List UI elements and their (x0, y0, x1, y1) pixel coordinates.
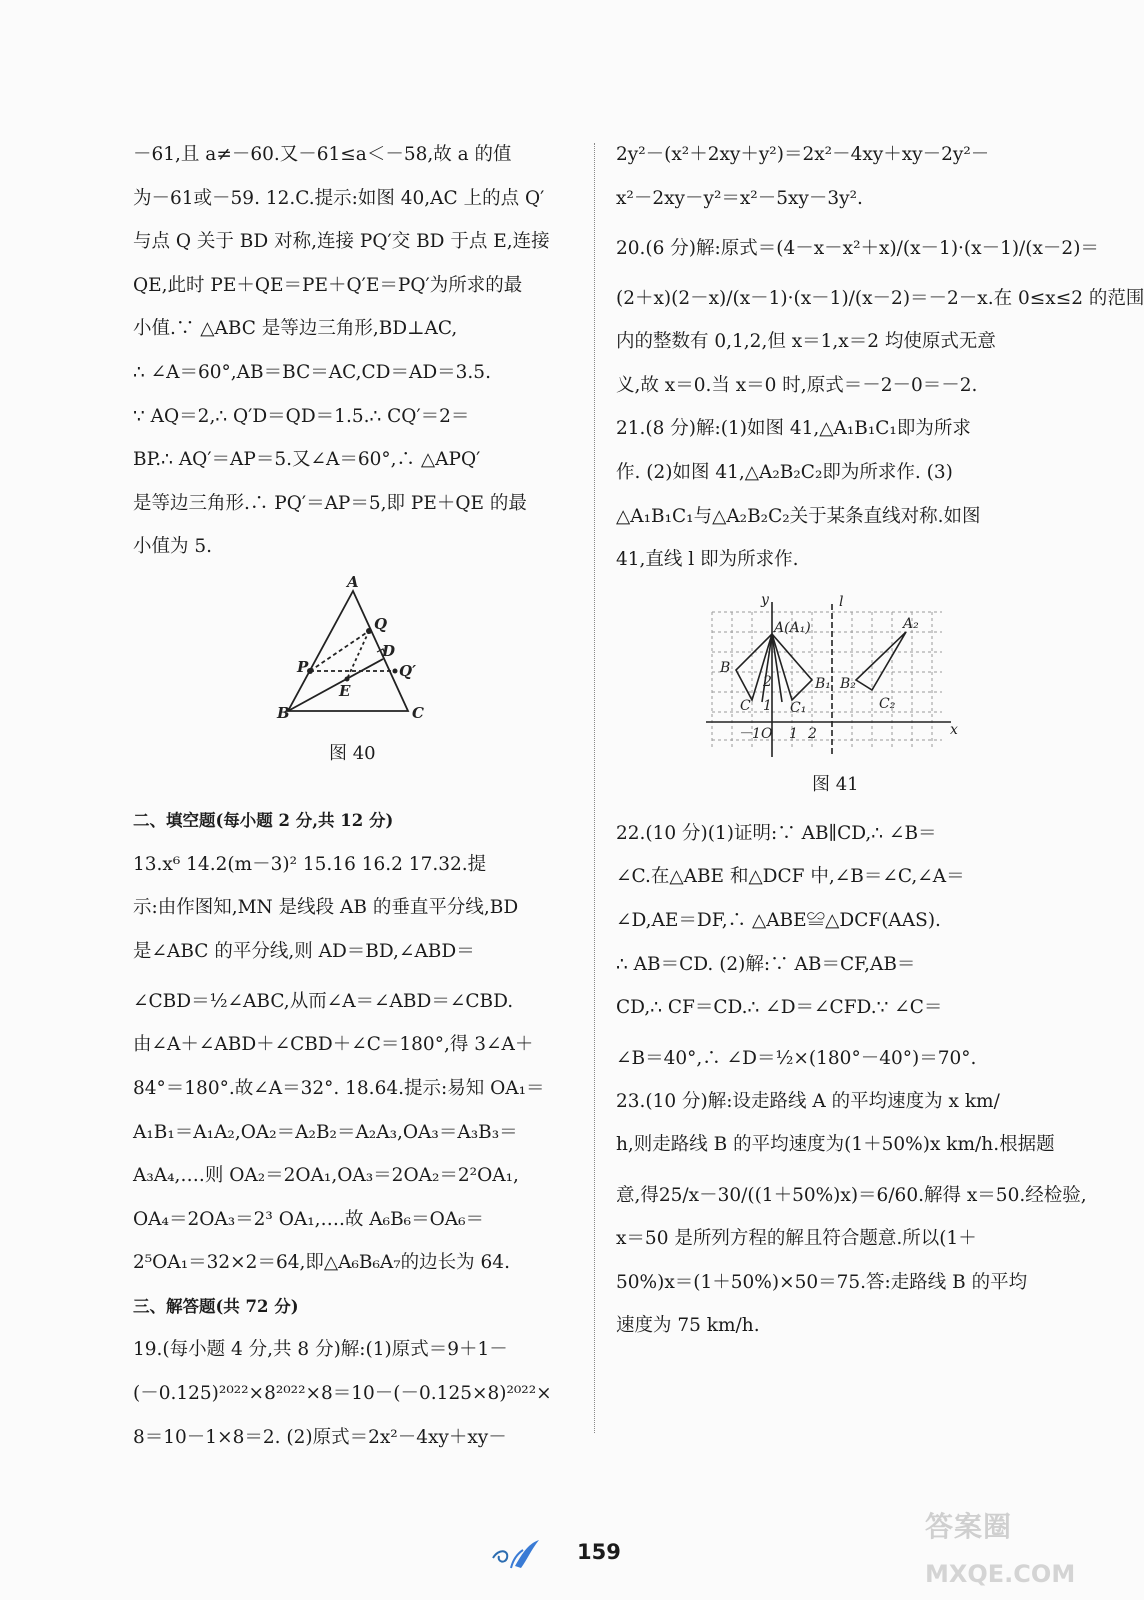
label-p: P (297, 657, 309, 676)
page-number: 159 (577, 1540, 621, 1564)
watermark-url: MXQE.COM (925, 1560, 1076, 1588)
text-line: 22.(10 分)(1)证明:∵ AB∥CD,∴ ∠B＝ (616, 822, 937, 844)
label-q-prime: Q′ (399, 661, 417, 680)
text-line: 小值.∵ △ABC 是等边三角形,BD⊥AC, (133, 318, 458, 340)
text-line: (2＋x)(2－x)/(x－1)·(x－1)/(x－2)＝－2－x.在 0≤x≤2 的范围 (616, 288, 1144, 310)
text-line: CD,∴ CF＝CD.∴ ∠D＝∠CFD.∵ ∠C＝ (616, 997, 943, 1019)
text-line: ∠D,AE＝DF,∴ △ABE≌△DCF(AAS). (616, 909, 941, 931)
label-2-vert: 2 (763, 673, 772, 690)
text-line: A₁B₁＝A₁A₂,OA₂＝A₂B₂＝A₂A₃,OA₃＝A₃B₃＝ (133, 1121, 518, 1143)
answer-block-19 (133, 1338, 573, 1448)
footer-ornament-icon (485, 1536, 545, 1572)
text-line: ∠CBD＝½∠ABC,从而∠A＝∠ABD＝∠CBD. (133, 991, 514, 1013)
label-c: C (740, 697, 751, 714)
fill-in-answers (133, 853, 573, 1275)
text-line: 义,故 x＝0.当 x＝0 时,原式＝－2－0＝－2. (616, 374, 978, 396)
text-line: ∠B＝40°,∴ ∠D＝½×(180°－40°)＝70°. (616, 1047, 977, 1069)
text-line: 示:由作图知,MN 是线段 AB 的垂直平分线,BD (133, 897, 519, 919)
answer-block-12 (133, 143, 573, 558)
label-b: B (720, 659, 731, 676)
label-a2: A₂ (903, 615, 919, 632)
text-line: BP.∴ AQ′＝AP＝5.又∠A＝60°,∴ △APQ′ (133, 449, 481, 471)
label-b1: B₁ (815, 675, 831, 692)
grid-diagram (616, 592, 1056, 772)
section-title: 三、解答题(共 72 分) (133, 1296, 299, 1316)
segment-pq (310, 631, 369, 671)
text-line: 50%)x＝(1＋50%)×50＝75.答:走路线 B 的平均 (616, 1271, 1028, 1293)
section-title: 二、填空题(每小题 2 分,共 12 分) (133, 810, 394, 830)
label-y: y (761, 591, 769, 608)
label-x: x (950, 721, 958, 738)
text-line: 为－61或－59. 12.C.提示:如图 40,AC 上的点 Q′ (133, 187, 545, 209)
triangle-a2b2c2 (856, 632, 906, 690)
label-c2: C₂ (879, 695, 896, 712)
text-line: －61,且 a≠－60.又－61≤a＜－58,故 a 的值 (133, 144, 512, 165)
text-line: 作. (2)如图 41,△A₂B₂C₂即为所求作. (3) (616, 461, 953, 483)
watermark-logo: 答案圈 (925, 1510, 1013, 1543)
text-line: A₃A₄,….则 OA₂＝2OA₁,OA₃＝2OA₂＝2²OA₁, (133, 1165, 519, 1187)
text-line: 23.(10 分)解:设走路线 A 的平均速度为 x km/ (616, 1090, 1000, 1112)
text-line: 13.x⁶ 14.2(m－3)² 15.16 16.2 17.32.提 (133, 853, 487, 875)
text-line: 是∠ABC 的平分线,则 AD＝BD,∠ABD＝ (133, 940, 475, 962)
text-line: 41,直线 l 即为所求作. (616, 549, 799, 571)
label-c1: C₁ (790, 699, 807, 716)
text-line: 速度为 75 km/h. (616, 1315, 760, 1337)
answer-block-19-20-21 (616, 143, 1144, 571)
text-line: 2⁵OA₁＝32×2＝64,即△A₆B₆A₇的边长为 64. (133, 1252, 510, 1274)
left-column (133, 143, 573, 1469)
column-divider (594, 143, 595, 1433)
figure-caption: 图 40 (329, 742, 376, 764)
right-column (616, 143, 1144, 1358)
label-c: C (412, 703, 424, 722)
text-line: h,则走路线 B 的平均速度为(1＋50%)x km/h.根据题 (616, 1134, 1055, 1156)
text-line: 内的整数有 0,1,2,但 x＝1,x＝2 均使原式无意 (616, 331, 996, 353)
label-l: l (839, 593, 844, 610)
text-line: 20.(6 分)解:原式＝(4－x－x²＋x)/(x－1)·(x－1)/(x－2)＝ (616, 238, 1099, 260)
text-line: QE,此时 PE＋QE＝PE＋Q′E＝PQ′为所求的最 (133, 274, 523, 296)
label-1-vert: 1 (763, 697, 772, 714)
text-line: OA₄＝2OA₃＝2³ OA₁,….故 A₆B₆＝OA₆＝ (133, 1208, 485, 1230)
text-line: 是等边三角形.∴ PQ′＝AP＝5,即 PE＋QE 的最 (133, 492, 527, 514)
tick-2: 2 (808, 725, 817, 742)
label-b: B (277, 703, 290, 722)
label-e: E (339, 681, 351, 700)
text-line: (－0.125)²⁰²²×8²⁰²²×8＝10－(－0.125×8)²⁰²²× (133, 1383, 552, 1405)
triangle-diagram (133, 572, 573, 759)
figure-caption: 图 41 (812, 773, 859, 795)
text-line: 2y²－(x²＋2xy＋y²)＝2x²－4xy＋xy－2y²－ (616, 144, 990, 165)
figure-41 (616, 592, 1056, 822)
tick-neg1: －1 (738, 725, 761, 742)
text-line: ∴ AB＝CD. (2)解:∵ AB＝CF,AB＝ (616, 953, 916, 975)
text-line: x＝50 是所列方程的解且符合题意.所以(1＋ (616, 1227, 977, 1249)
text-line: 21.(8 分)解:(1)如图 41,△A₁B₁C₁即为所求 (616, 418, 971, 440)
label-a: A (347, 572, 359, 591)
tick-1: 1 (789, 725, 798, 742)
text-line: △A₁B₁C₁与△A₂B₂C₂关于某条直线对称.如图 (616, 505, 981, 527)
text-line: ∴ ∠A＝60°,AB＝BC＝AC,CD＝AD＝3.5. (133, 361, 491, 383)
text-line: 84°＝180°.故∠A＝32°. 18.64.提示:易知 OA₁＝ (133, 1077, 545, 1099)
label-a-a1: A(A₁) (774, 619, 811, 636)
text-line: 19.(每小题 4 分,共 8 分)解:(1)原式＝9＋1－ (133, 1339, 508, 1361)
label-b2: B₂ (840, 675, 856, 692)
text-line: 8＝10－1×8＝2. (2)原式＝2x²－4xy＋xy－ (133, 1426, 507, 1448)
label-origin: O (761, 725, 773, 742)
answer-block-22-23 (616, 822, 1087, 1337)
text-line: 小值为 5. (133, 536, 213, 558)
label-d: D (382, 641, 396, 660)
label-q: Q (374, 614, 388, 633)
text-line: 意,得25/x－30/((1＋50%)x)＝6/60.解得 x＝50.经检验, (616, 1184, 1087, 1206)
text-line: ∠C.在△ABE 和△DCF 中,∠B＝∠C,∠A＝ (616, 866, 965, 888)
text-line: ∵ AQ＝2,∴ Q′D＝QD＝1.5.∴ CQ′＝2＝ (133, 405, 470, 427)
text-line: 与点 Q 关于 BD 对称,连接 PQ′交 BD 于点 E,连接 (133, 231, 550, 253)
text-line: 由∠A＋∠ABD＋∠CBD＋∠C＝180°,得 3∠A＋ (133, 1034, 534, 1056)
text-line: x²－2xy－y²＝x²－5xy－3y². (616, 187, 863, 209)
figure-40 (133, 572, 573, 809)
